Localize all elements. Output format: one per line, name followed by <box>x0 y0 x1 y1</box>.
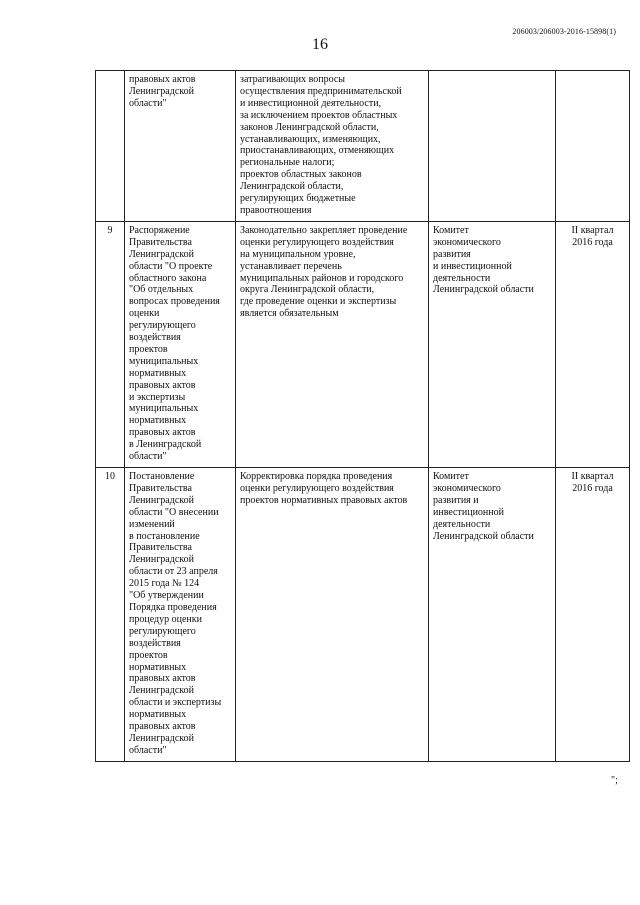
text-line: оценки регулирующего воздействия <box>240 482 394 494</box>
text-line: воздействия <box>129 332 181 344</box>
text-line: правовых актов <box>129 673 196 685</box>
text-line: области и экспертизы <box>129 697 222 709</box>
text-line: Ленинградской области <box>433 284 534 296</box>
measure-description-cell <box>236 221 429 467</box>
text-line: и инвестиционной деятельности, <box>240 97 382 109</box>
table-body <box>96 71 630 762</box>
text-line: проектов нормативных правовых актов <box>240 494 408 506</box>
text-line: экономического <box>433 482 501 494</box>
row-number-cell: 9 <box>96 221 125 467</box>
text-line: изменений <box>129 518 175 530</box>
text-line: вопросах проведения <box>129 296 220 308</box>
page-number: 16 <box>312 36 328 53</box>
text-line: правоотношения <box>240 204 312 216</box>
text-line: на муниципальном уровне, <box>240 248 356 260</box>
text-line: в постановление <box>129 530 200 542</box>
text-line: развития <box>433 248 471 260</box>
text-line: регулирующего <box>129 320 196 332</box>
text-line: области "О проекте <box>129 260 213 272</box>
text-line: устанавливает перечень <box>240 260 342 272</box>
text-line: Комитет <box>433 471 469 482</box>
text-line: области "О внесении <box>129 506 219 518</box>
deadline-cell <box>556 71 630 222</box>
text-line: муниципальных <box>129 403 199 415</box>
executor-cell <box>429 71 556 222</box>
text-line: оценки <box>129 308 160 320</box>
text-line: оценки регулирующего воздействия <box>240 236 394 248</box>
text-line: Правительства <box>129 482 192 494</box>
text-line: Комитет <box>433 224 469 236</box>
text-line: региональные налоги; <box>240 157 335 169</box>
text-line: областного закона <box>129 272 207 284</box>
text-line: области" <box>129 97 167 109</box>
text-line: Ленинградской области, <box>240 181 344 193</box>
measures-table <box>95 70 630 762</box>
text-line: правовых актов <box>129 379 196 391</box>
text-line: законов Ленинградской области, <box>240 121 379 133</box>
measure-title-cell <box>125 71 236 222</box>
row-number-cell <box>96 71 125 222</box>
text-line: правовых актов <box>129 721 196 733</box>
text-line: 2015 года № 124 <box>129 578 200 590</box>
text-line: осуществления предпринимательской <box>240 85 402 97</box>
text-line: Порядка проведения <box>129 601 217 613</box>
text-line: воздействия <box>129 637 181 649</box>
table-row <box>96 221 630 467</box>
text-line: правовых актов <box>129 74 196 85</box>
deadline-cell <box>556 221 630 467</box>
text-line: регулирующего <box>129 625 196 637</box>
text-line: Правительства <box>129 236 192 248</box>
text-line: является обязательным <box>240 308 339 320</box>
text-line: Ленинградской <box>129 85 194 97</box>
text-line: в Ленинградской <box>129 439 202 451</box>
text-line: Ленинградской области <box>433 530 534 542</box>
text-line: деятельности <box>433 518 491 530</box>
text-line: муниципальных <box>129 355 199 367</box>
text-line: процедур оценки <box>129 613 202 625</box>
text-line: области от 23 апреля <box>129 566 218 578</box>
text-line: и инвестиционной <box>433 260 512 272</box>
executor-cell <box>429 468 556 762</box>
text-line: 2016 года <box>572 482 613 494</box>
text-line: II квартал <box>571 224 614 236</box>
text-line: Постановление <box>129 471 195 482</box>
text-line: проектов областных законов <box>240 169 362 181</box>
text-line: округа Ленинградской области, <box>240 284 375 296</box>
text-line: Ленинградской <box>129 494 194 506</box>
text-line: развития и <box>433 494 479 506</box>
text-line: муниципальных районов и городского <box>240 272 404 284</box>
closing-quote-mark: "; <box>611 775 618 786</box>
text-line: деятельности <box>433 272 491 284</box>
text-line: нормативных <box>129 661 187 673</box>
text-line: Ленинградской <box>129 554 194 566</box>
text-line: правовых актов <box>129 427 196 439</box>
text-line: устанавливающих, изменяющих, <box>240 133 381 145</box>
text-line: регулирующих бюджетные <box>240 193 356 205</box>
text-line: Корректировка порядка проведения <box>240 471 393 482</box>
text-line: за исключением проектов областных <box>240 109 398 121</box>
text-line: Ленинградской <box>129 732 194 744</box>
text-line: Правительства <box>129 542 192 554</box>
text-line: проектов <box>129 343 168 355</box>
measure-title-cell <box>125 221 236 467</box>
text-line: Распоряжение <box>129 224 190 236</box>
text-line: "Об утверждении <box>129 590 204 602</box>
text-line: II квартал <box>571 471 614 482</box>
text-line: экономического <box>433 236 501 248</box>
text-line: нормативных <box>129 367 187 379</box>
text-line: нормативных <box>129 709 187 721</box>
text-line: Ленинградской <box>129 685 194 697</box>
text-line: нормативных <box>129 415 187 427</box>
text-line: области" <box>129 744 167 756</box>
text-line: приостанавливающих, отменяющих <box>240 145 395 157</box>
text-line: 2016 года <box>572 236 613 248</box>
text-line: области" <box>129 451 167 463</box>
table-row <box>96 71 630 222</box>
text-line: и экспертизы <box>129 391 186 403</box>
deadline-cell <box>556 468 630 762</box>
text-line: Ленинградской <box>129 248 194 260</box>
measure-title-cell <box>125 468 236 762</box>
measure-description-cell <box>236 468 429 762</box>
measure-description-cell <box>236 71 429 222</box>
text-line: проектов <box>129 649 168 661</box>
row-number-cell: 10 <box>96 468 125 762</box>
text-line: Законодательно закрепляет проведение <box>240 224 408 236</box>
text-line: затрагивающих вопросы <box>240 74 345 85</box>
text-line: инвестиционной <box>433 506 504 518</box>
text-line: где проведение оценки и экспертизы <box>240 296 397 308</box>
table-row <box>96 468 630 762</box>
executor-cell <box>429 221 556 467</box>
document-id: 206003/206003-2016-15898(1) <box>512 27 616 36</box>
text-line: "Об отдельных <box>129 284 194 296</box>
